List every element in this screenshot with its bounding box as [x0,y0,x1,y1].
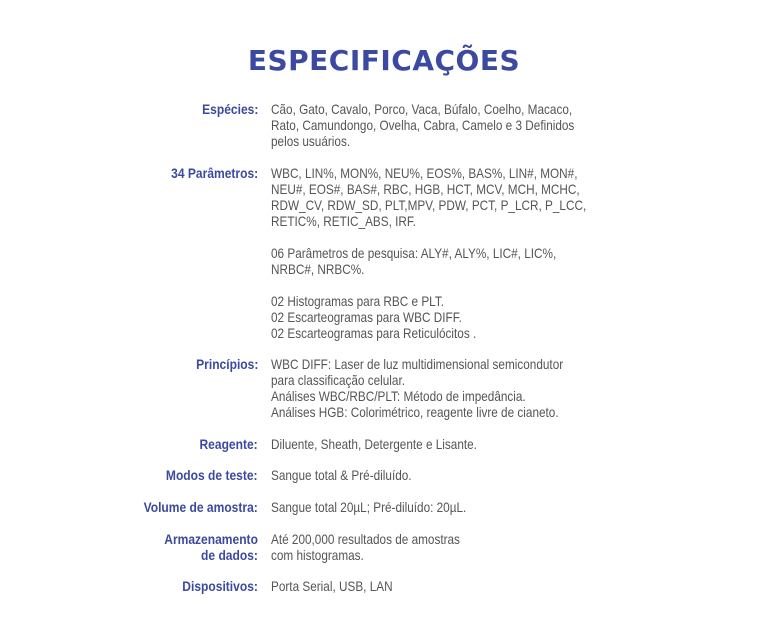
spec-value-reagente [271,436,624,452]
spec-line: Análises HGB: Colorimétrico, reagente livre de cianeto. [271,404,559,420]
spec-line: com histogramas. [271,547,364,563]
spec-value-principios [271,356,624,420]
spec-line: 06 Parâmetros de pesquisa: ALY#, ALY%, LIC#, LIC%, [271,245,557,261]
spec-line: Até 200,000 resultados de amostras [271,531,460,547]
spec-label-line: Armazenamento [164,531,258,547]
spec-line: 02 Escarteogramas para Reticulócitos . [271,325,477,341]
spec-line: Cão, Gato, Cavalo, Porco, Vaca, Búfalo, Coelho, Macaco, [271,101,573,117]
spec-label-parametros: 34 Parâmetros: [170,165,258,181]
spec-line: Diluente, Sheath, Detergente e Lisante. [271,436,477,452]
spec-line: RDW_CV, RDW_SD, PLT,MPV, PDW, PCT, P_LCR, P_LCC, [271,197,587,213]
spec-line: RETIC%, RETIC_ABS, IRF. [271,213,417,229]
page-title: ESPECIFICAÇÕES [247,44,521,77]
spec-label-especies: Espécies: [201,101,258,117]
spec-value-especies [271,101,624,149]
spec-value-modos [271,467,624,483]
spec-label-volume: Volume de amostra: [143,499,258,515]
spec-line: Sangue total 20µL; Pré-diluído: 20µL. [271,499,467,515]
spec-line: para classificação celular. [271,372,406,388]
spec-line: Análises WBC/RBC/PLT: Método de impedância. [271,388,526,404]
spec-line: Porta Serial, USB, LAN [271,578,393,594]
spec-label-reagente: Reagente: [199,436,258,452]
spec-value-volume [271,499,624,515]
spec-line: WBC, LIN%, MON%, NEU%, EOS%, BAS%, LIN#, MON#, [271,165,578,181]
spec-line: 02 Escarteogramas para WBC DIFF. [271,309,462,325]
spec-value-dispositivos [271,578,624,594]
spec-value-parametros [271,165,624,341]
spec-line: WBC DIFF: Laser de luz multidimensional semicondutor [271,356,564,372]
spec-line: 02 Histogramas para RBC e PLT. [271,293,445,309]
spec-label-modos: Modos de teste: [166,467,258,483]
spec-label-line: de dados: [201,547,258,563]
spec-line: pelos usuários. [271,133,351,149]
spec-label-armazenamento [164,531,258,563]
spec-label-dispositivos: Dispositivos: [182,578,258,594]
spec-label-principios: Princípios: [195,356,258,372]
spec-line: NRBC#, NRBC%. [271,261,365,277]
spec-line: Rato, Camundongo, Ovelha, Cabra, Camelo e 3 Definidos [271,117,575,133]
spec-line: NEU#, EOS#, BAS#, RBC, HGB, HCT, MCV, MCH, MCHC, [271,181,580,197]
spec-line: Sangue total & Pré-diluído. [271,467,412,483]
spec-value-armazenamento [271,531,624,563]
